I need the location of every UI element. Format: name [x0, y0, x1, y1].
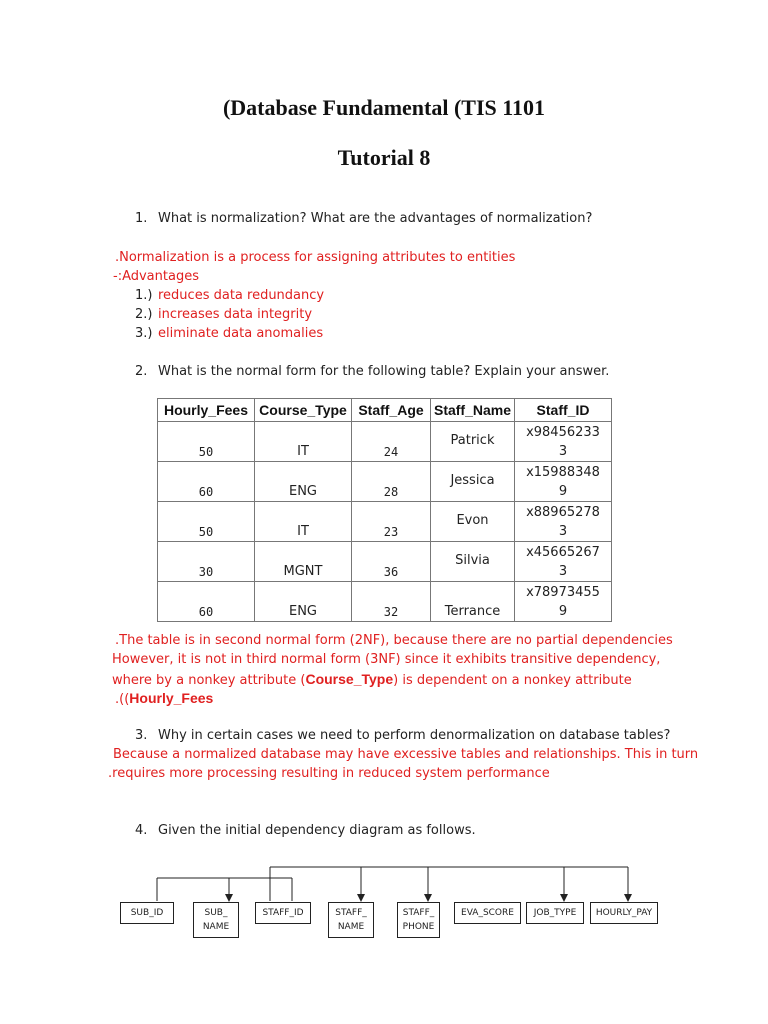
column-header: Staff_Name — [431, 399, 515, 422]
column-header: Staff_ID — [515, 399, 612, 422]
advantage-number: 2.) — [135, 307, 153, 322]
q3-text: Why in certain cases we need to perform denormalization on database tables? — [158, 728, 671, 743]
attribute-box-sub-name — [193, 902, 239, 938]
attribute-label: NAME — [337, 922, 365, 932]
cell-fees: 60 — [158, 582, 255, 622]
q2-answer-text: .(( — [115, 692, 130, 707]
cell-name: Patrick — [431, 422, 515, 462]
cell-fees: 60 — [158, 462, 255, 502]
attribute-label: SUB_ — [204, 908, 228, 918]
attribute-box-eva-score — [454, 902, 521, 924]
id-part: 3 — [558, 563, 568, 579]
cell-name: Evon — [431, 502, 515, 542]
attribute-label: NAME — [202, 922, 230, 932]
q2-answer-emphasis: Course_Type — [305, 671, 394, 687]
id-part: x15988348 — [526, 464, 600, 480]
document-title: (Database Fundamental (TIS 1101 — [222, 95, 546, 120]
attribute-label: STAFF_ — [402, 908, 435, 918]
attribute-box-staff-id — [255, 902, 311, 924]
id-part: 9 — [558, 603, 568, 619]
id-part: 3 — [558, 523, 568, 539]
advantage-number: 1.) — [135, 288, 153, 303]
id-part: x78973455 — [526, 584, 600, 600]
id-part: 3 — [558, 443, 568, 459]
q1-text: What is normalization? What are the advantages of normalization? — [158, 211, 593, 226]
attribute-label: EVA_SCORE — [461, 908, 514, 918]
cell-name: Jessica — [431, 462, 515, 502]
attribute-box-hourly-pay — [590, 902, 658, 924]
q4-number: 4. — [135, 823, 148, 838]
column-header: Hourly_Fees — [158, 399, 255, 422]
cell-age: 32 — [352, 582, 431, 622]
q4-text: Given the initial dependency diagram as follows. — [158, 823, 476, 838]
attribute-box-sub-id — [120, 902, 174, 924]
cell-age: 36 — [352, 542, 431, 582]
cell-fees: 50 — [158, 502, 255, 542]
q1-answer: .Normalization is a process for assigning attributes to entities — [115, 250, 516, 265]
q3-answer-line-1: Because a normalized database may have excessive tables and relationships. This in turn — [113, 747, 699, 762]
document-subtitle: Tutorial 8 — [337, 145, 431, 170]
cell-age: 24 — [352, 422, 431, 462]
column-header: Course_Type — [255, 399, 352, 422]
advantage-number: 3.) — [135, 326, 153, 341]
id-part: 9 — [558, 483, 568, 499]
id-part: x88965278 — [526, 504, 600, 520]
q2-answer-emphasis: Hourly_Fees — [129, 690, 214, 706]
q2-text: What is the normal form for the following table? Explain your answer. — [158, 364, 610, 379]
cell-course: MGNT — [255, 542, 352, 582]
q2-number: 2. — [135, 364, 148, 379]
q2-answer-text: ) is dependent on a nonkey attribute — [393, 673, 632, 688]
cell-age: 23 — [352, 502, 431, 542]
q3-answer-line-2: .requires more processing resulting in reduced system performance — [108, 766, 550, 781]
cell-course: ENG — [255, 462, 352, 502]
advantage-item: reduces data redundancy — [158, 288, 325, 303]
attribute-box-staff-phone — [397, 902, 440, 938]
attribute-box-job-type — [526, 902, 584, 924]
attribute-label: PHONE — [402, 922, 435, 932]
q3-number: 3. — [135, 728, 148, 743]
attribute-box-staff-name — [328, 902, 374, 938]
q1-advantages-label: -:Advantages — [113, 269, 199, 284]
q2-answer-line-1: .The table is in second normal form (2NF), because there are no partial dependencies — [115, 633, 673, 648]
q2-answer-text: where by a nonkey attribute ( — [112, 673, 306, 688]
cell-fees: 50 — [158, 422, 255, 462]
q2-answer-line-2: However, it is not in third normal form (3NF) since it exhibits transitive dependency, — [112, 652, 661, 667]
advantage-item: increases data integrity — [158, 307, 313, 322]
cell-fees: 30 — [158, 542, 255, 582]
attribute-label: JOB_TYPE — [533, 908, 577, 918]
column-header: Staff_Age — [352, 399, 431, 422]
attribute-label: SUB_ID — [130, 908, 164, 918]
attribute-label: STAFF_ID — [262, 908, 304, 918]
cell-name: Silvia — [431, 542, 515, 582]
id-part: x98456233 — [526, 424, 600, 440]
cell-course: IT — [255, 422, 352, 462]
cell-course: IT — [255, 502, 352, 542]
cell-age: 28 — [352, 462, 431, 502]
cell-name: Terrance — [431, 582, 515, 622]
q1-number: 1. — [135, 211, 148, 226]
cell-course: ENG — [255, 582, 352, 622]
attribute-label: HOURLY_PAY — [595, 908, 653, 918]
attribute-label: STAFF_ — [335, 908, 367, 918]
advantage-item: eliminate data anomalies — [158, 326, 324, 341]
id-part: x45665267 — [526, 544, 600, 560]
